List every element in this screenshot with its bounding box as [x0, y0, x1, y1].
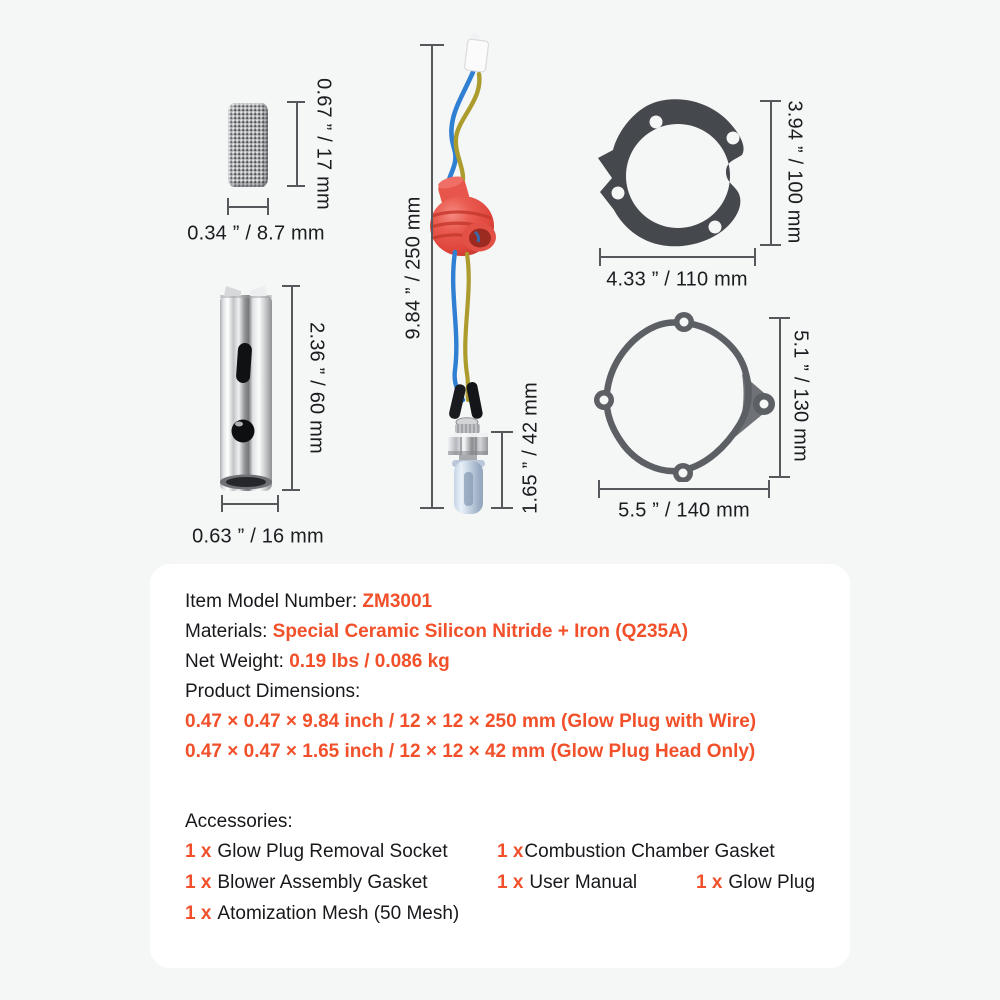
blower-gasket-dim-tick: [768, 480, 770, 498]
accessory-item: [185, 838, 448, 866]
mesh-height-dim-line: [296, 102, 298, 187]
mesh-width-label: 0.34 ” / 8.7 mm: [187, 222, 325, 245]
accessory-name: Atomization Mesh (50 Mesh): [217, 903, 460, 924]
spec-panel: [150, 564, 850, 968]
blue-wire-lower: [453, 252, 463, 400]
combustion-gasket-dim-tick: [760, 244, 781, 246]
mesh-height-label: 0.67 ” / 17 mm: [312, 78, 335, 210]
blower-gasket-width-dim-line: [598, 488, 770, 490]
gasket-tab-holes: [600, 318, 769, 478]
blower-gasket-dim-tick: [598, 480, 600, 498]
accessory-qty: 1 x: [696, 872, 723, 893]
socket-width-label: 0.63 ” / 16 mm: [192, 525, 324, 548]
combustion-gasket-width-dim-line: [599, 256, 756, 258]
socket-height-dim-line: [291, 286, 293, 491]
dimension-line-wire: 0.47 × 0.47 × 9.84 inch / 12 × 12 × 250 mm (Glow Plug with Wire): [185, 711, 757, 732]
combustion-gasket-height-dim-line: [770, 101, 772, 246]
combustion-gasket-width-label: 4.33 ” / 110 mm: [606, 268, 748, 291]
mesh-dim-tick: [287, 185, 305, 187]
atomization-mesh-image: [228, 103, 268, 187]
accessory-name: User Manual: [529, 872, 638, 893]
socket-dim-tick: [282, 489, 300, 491]
blower-gasket-width-label: 5.5 ” / 140 mm: [618, 499, 750, 522]
accessory-name: Glow Plug Removal Socket: [217, 841, 448, 862]
socket-height-label: 2.36 ” / 60 mm: [305, 322, 328, 454]
net-weight-value: 0.19 lbs / 0.086 kg: [289, 651, 450, 672]
accessory-name: Blower Assembly Gasket: [217, 872, 428, 893]
materials-value: Special Ceramic Silicon Nitride + Iron (Q235A): [272, 621, 689, 642]
glow-plug-dim-tick: [420, 44, 444, 46]
accessory-name: Glow Plug: [728, 872, 816, 893]
blower-gasket-height-dim-line: [779, 318, 781, 478]
yellow-wire-lower: [465, 254, 468, 400]
hex-nut: [448, 433, 488, 455]
glow-plug-head-dim-line: [501, 432, 503, 509]
glow-plug-dim-tick: [491, 507, 513, 509]
combustion-gasket-height-label: 3.94 ” / 100 mm: [783, 100, 806, 244]
dimensions-heading: Product Dimensions:: [185, 681, 361, 702]
materials-label: Materials:: [185, 621, 273, 642]
blower-gasket-height-label: 5.1 ” / 130 mm: [789, 330, 812, 462]
socket-dim-tick: [221, 495, 223, 512]
glow-plug-head-label: 1.65 ” / 42 mm: [519, 382, 542, 514]
accessory-item: [497, 838, 775, 866]
net-weight-label: Net Weight:: [185, 651, 290, 672]
mesh-dim-tick: [267, 198, 269, 215]
net-weight-line: [185, 648, 450, 676]
accessory-qty: 1 x: [185, 872, 212, 893]
accessory-qty: 1 x: [497, 841, 524, 862]
accessory-qty: 1 x: [497, 872, 524, 893]
mesh-dim-tick: [227, 198, 229, 215]
blower-assembly-gasket-image: [594, 312, 776, 482]
red-grommet: [430, 174, 496, 256]
glow-plug-length-dim-line: [431, 45, 433, 509]
knurled-ring: [455, 424, 480, 433]
dimension-line-head: 0.47 × 0.47 × 1.65 inch / 12 × 12 × 42 mm (Glow Plug Head Only): [185, 741, 756, 762]
protective-cap: [452, 460, 485, 514]
combustion-gasket-dim-tick: [754, 248, 756, 266]
accessory-name: Combustion Chamber Gasket: [524, 841, 775, 862]
blower-gasket-dim-tick: [769, 476, 790, 478]
accessory-item: [696, 869, 815, 897]
socket-dim-tick: [282, 285, 300, 287]
blower-gasket-dim-tick: [769, 317, 790, 319]
socket-dim-tick: [277, 495, 279, 512]
combustion-gasket-dim-tick: [599, 248, 601, 266]
yellow-wire: [456, 74, 480, 188]
item-model-value: ZM3001: [362, 591, 433, 612]
socket-width-dim-line: [221, 503, 279, 505]
mesh-width-dim-line: [227, 206, 269, 208]
glow-plug-length-label: 9.84 ” / 250 mm: [402, 196, 425, 340]
combustion-gasket-dim-tick: [760, 100, 781, 102]
item-model-label: Item Model Number:: [185, 591, 363, 612]
accessory-item: [185, 869, 428, 897]
materials-line: [185, 618, 688, 646]
removal-socket-image: [214, 283, 278, 495]
accessory-qty: 1 x: [185, 841, 212, 862]
glow-plug-dim-tick: [491, 431, 513, 433]
accessory-item: [497, 869, 637, 897]
combustion-chamber-gasket-image: [596, 96, 760, 252]
item-model-line: [185, 588, 432, 616]
wire-connector: [464, 33, 489, 72]
accessory-item: [185, 900, 459, 928]
mesh-dim-tick: [287, 101, 305, 103]
glow-plug-dim-tick: [420, 507, 444, 509]
accessory-qty: 1 x: [185, 903, 212, 924]
accessories-heading: Accessories:: [185, 811, 293, 832]
